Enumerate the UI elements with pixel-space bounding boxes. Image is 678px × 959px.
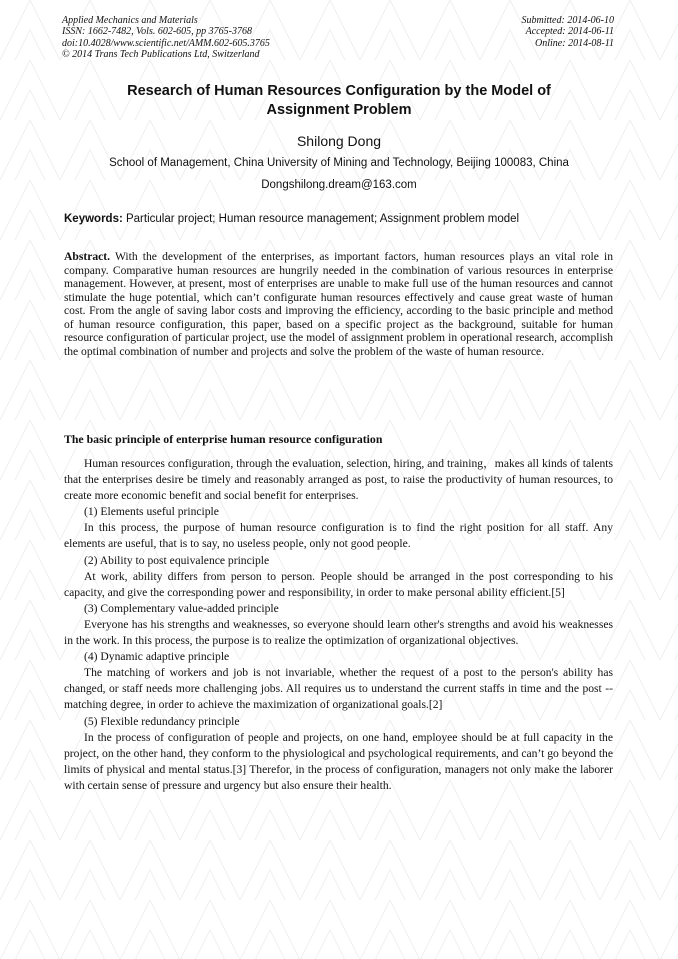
keywords-label: Keywords: (64, 213, 123, 225)
author-email: Dongshilong.dream@163.com (261, 179, 417, 191)
principle-text: At work, ability differs from person to person. People should be arranged in the post corresponding to his capacity, and give the corresponding power and responsibility, in order to make personal ability efficient.[5] (64, 569, 613, 599)
publication-dates (522, 15, 615, 49)
journal-info (62, 15, 270, 61)
principle-heading: (1) Elements useful principle (84, 505, 219, 519)
author-affiliation: School of Management, China University of Mining and Technology, Beijing 100083, China (109, 157, 569, 169)
online-date: Online: 2014-08-11 (535, 37, 614, 49)
paper-author: Shilong Dong (296, 133, 382, 149)
principle-heading: (3) Complementary value-added principle (84, 601, 279, 615)
abstract (64, 250, 613, 358)
paper-title: Research of Human Resources Configuration by the Model of Assignment Problem (127, 83, 551, 118)
intro-paragraph: Human resources configuration, through the evaluation, selection, hiring, and training，makes all kinds of talents that the enterprises desire be timely and reasonably arranged as post, to raise the productivity of human resources, to create more economic benefit and social benefit for enterprises. (64, 457, 613, 503)
abstract-label: Abstract. (64, 250, 111, 263)
journal-copyright: © 2014 Trans Tech Publications Ltd, Switzerland (62, 49, 260, 61)
keywords (64, 213, 618, 225)
abstract-text: With the development of the enterprises, as important factors, human resources plays an vital role in company. Comparative human resources are hungrily needed in the combination of various resources in enterprise management. However, at present, most of enterprises are unable to make full use of the human resources and cannot stimulate the huge potential, which can’t configurate human resources effectively and cause great waste of human cost. From the angle of saving labor costs and improving the efficiency, according to the basic principle and method of human resource configuration, this paper, based on a specific project as the background, suitable for human resource configuration of particular project, use the model of assignment problem in operational research, accomplish the optimal combination of number and projects and solve the problem of the waste of human resource. (64, 250, 613, 358)
accepted-date: Accepted: 2014-06-11 (525, 26, 614, 38)
keywords-text: Particular project; Human resource management; Assignment problem model (122, 213, 520, 225)
section-body (64, 456, 613, 794)
principle-text: The matching of workers and job is not invariable, whether the request of a post to the person's ability has changed, or staff needs more challenging jobs. All requires us to understand the current staffs in time and the post --matching degree, in order to achieve the maximization of organizational goals.[2] (64, 666, 613, 712)
journal-name: Applied Mechanics and Materials (62, 15, 198, 26)
principle-heading: (5) Flexible redundancy principle (84, 714, 240, 728)
principle-heading: (2) Ability to post equivalence principle (84, 553, 270, 567)
journal-issn: ISSN: 1662-7482, Vols. 602-605, pp 3765-3768 (62, 26, 252, 38)
principle-text: In the process of configuration of people and projects, on one hand, employee should be at full capacity in the project, on the other hand, they conform to the physiological and psychological requirements, and can’t go beyond the limits of physical and mental status.[3] Therefor, in the process of configuration, managers not only make the laborer with certain sense of pressure and urgency but also ensure their health. (64, 730, 613, 792)
principle-heading: (4) Dynamic adaptive principle (84, 650, 230, 664)
journal-doi: doi:10.4028/www.scientific.net/AMM.602-605.3765 (62, 37, 270, 49)
section-heading: The basic principle of enterprise human resource configuration (64, 432, 383, 446)
principle-text: In this process, the purpose of human resource configuration is to find the right position for all staff. Any elements are useful, that is to say, no useless people, only not good people. (64, 521, 613, 551)
submitted-date: Submitted: 2014-06-10 (521, 15, 614, 26)
principle-text: Everyone has his strengths and weaknesses, so everyone should learn other's strengths and avoid his weaknesses in the work. In this process, the purpose is to realize the optimization of organizational objectives. (64, 617, 613, 648)
